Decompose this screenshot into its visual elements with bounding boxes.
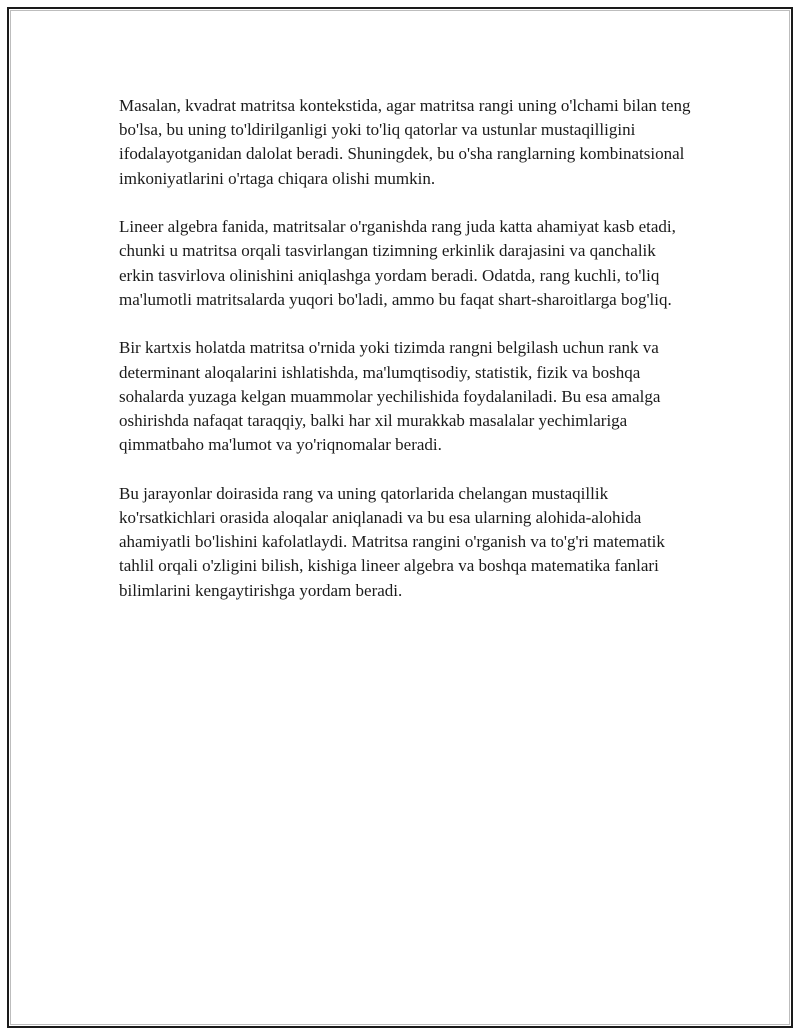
paragraph-3: Bir kartxis holatda matritsa o'rnida yoki tizimda rangni belgilash uchun rank va determinant aloqalarini ishlatishda, ma'lumqtisodiy, statistik, fizik va boshqa sohalarda yuzaga kelgan muammolar yechilishida foydalaniladi. Bu esa amalga oshirishda nafaqat taraqqiy, balki har xil murakkab masalalar yechimlariga qimmatbaho ma'lumot va yo'riqnomalar beradi. [119, 338, 661, 455]
paragraph-2: Lineer algebra fanida, matritsalar o'rganishda rang juda katta ahamiyat kasb etadi, chunki u matritsa orqali tasvirlangan tizimning erkinlik darajasini va qanchalik erkin tasvirlova olinishini aniqlashga yordam beradi. Odatda, rang kuchli, to'liq ma'lumotli matritsalarda yuqori bo'ladi, ammo bu faqat shart-sharoitlarga bog'liq. [119, 217, 676, 309]
paragraph-1: Masalan, kvadrat matritsa kontekstida, agar matritsa rangi uning o'lchami bilan teng bo'lsa, bu uning to'ldirilganligi yoki to'liq qatorlar va ustunlar mustaqilligini ifodalayotganidan dalolat beradi. Shuningdek, bu o'sha ranglarning kombinatsional imkoniyatlarini o'rtaga chiqara olishi mumkin. [119, 96, 691, 188]
paragraph-4: Bu jarayonlar doirasida rang va uning qatorlarida chelangan mustaqillik ko'rsatkichlari orasida aloqalar aniqlanadi va bu esa ularning alohida-alohida ahamiyatli bo'lishini kafolatlaydi. Matritsa rangini o'rganish va to'g'ri matematik tahlil orqali o'zligini bilish, kishiga lineer algebra va boshqa matematika fanlari bilimlarini kengaytirishga yordam beradi. [119, 483, 665, 600]
page-frame [7, 7, 793, 1028]
document-body [119, 94, 691, 627]
